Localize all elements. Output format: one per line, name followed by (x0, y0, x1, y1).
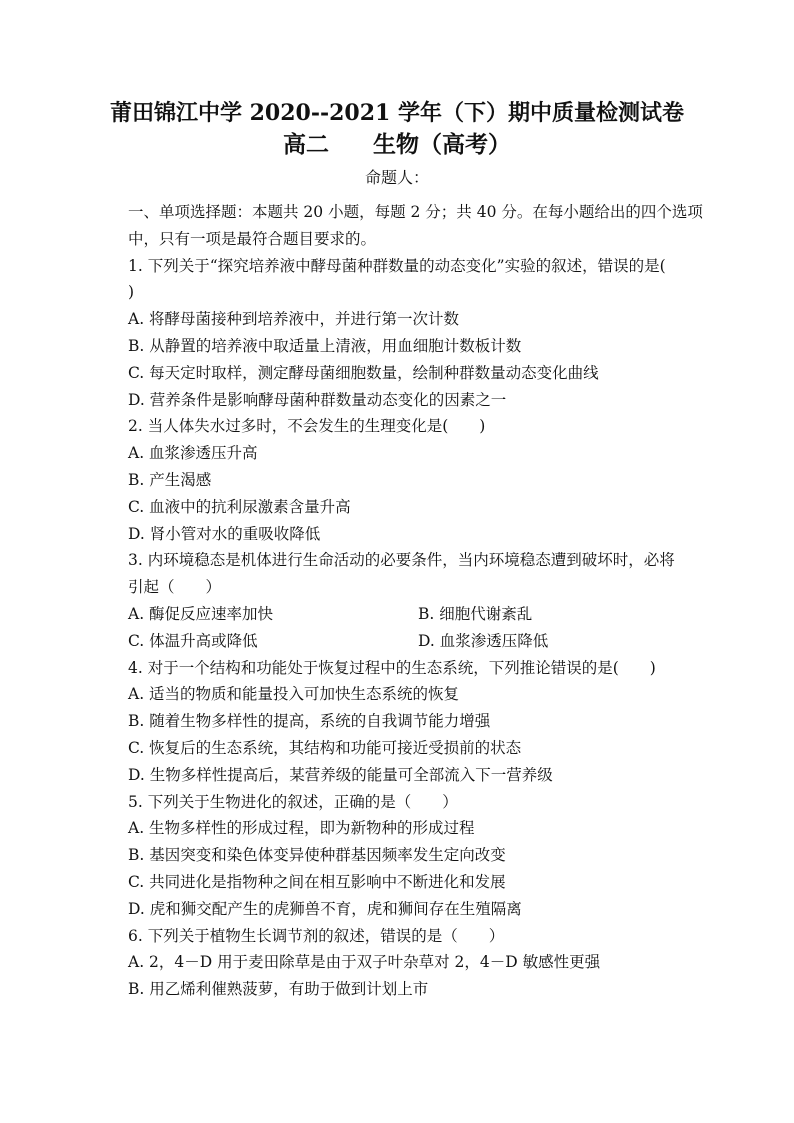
option-b: B. 随着生物多样性的提高，系统的自我调节能力增强 (128, 712, 491, 731)
question-stem: 6. 下列关于植物生长调节剂的叙述，错误的是（ ） (128, 926, 505, 945)
option-a: A. 适当的物质和能量投入可加快生态系统的恢复 (128, 685, 460, 704)
section-intro-cont: 中，只有一项是最符合题目要求的。 (128, 229, 377, 248)
option-c: C. 血液中的抗利尿激素含量升高 (128, 497, 351, 516)
option-d: D. 肾小管对水的重吸收降低 (128, 524, 321, 543)
option-row (128, 628, 708, 655)
grade-label: 高二 (283, 131, 329, 158)
option-c: C. 恢复后的生态系统，其结构和功能可接近受损前的状态 (128, 738, 522, 757)
question-stem: 1. 下列关于“探究培养液中酵母菌种群数量的动态变化”实验的叙述，错误的是( (128, 256, 666, 275)
exam-title: 莆田锦江中学 2020--2021 学年（下）期中质量检测试卷 (109, 100, 685, 126)
option-b: B. 从静置的培养液中取适量上清液，用血细胞计数板计数 (128, 336, 522, 355)
option-a: A. 2，4－D 用于麦田除草是由于双子叶杂草对 2，4－D 敏感性更强 (128, 953, 601, 972)
option-b: B. 细胞代谢紊乱 (418, 604, 533, 623)
option-c: C. 共同进化是指物种之间在相互影响中不断进化和发展 (128, 872, 506, 891)
question-stem: 5. 下列关于生物进化的叙述，正确的是（ ） (128, 792, 458, 811)
option-d: D. 生物多样性提高后，某营养级的能量可全部流入下一营养级 (128, 765, 553, 784)
option-row (128, 601, 708, 628)
option-a: A. 酶促反应速率加快 (128, 604, 274, 623)
option-b: B. 用乙烯利催熟菠萝，有助于做到计划上市 (128, 980, 429, 999)
option-d: D. 血浆渗透压降低 (418, 631, 549, 650)
question-stem: 4. 对于一个结构和功能处于恢复过程中的生态系统，下列推论错误的是( ) (128, 658, 656, 677)
option-a: A. 将酵母菌接种到培养液中，并进行第一次计数 (128, 310, 460, 329)
option-a: A. 生物多样性的形成过程，即为新物种的形成过程 (128, 819, 475, 838)
question-stem: 2. 当人体失水过多时，不会发生的生理变化是( ) (128, 417, 486, 436)
exam-subtitle (0, 126, 794, 159)
subject-label: 生物（高考） (373, 131, 511, 158)
option-b: B. 基因突变和染色体变异使种群基因频率发生定向改变 (128, 846, 506, 865)
option-d: D. 营养条件是影响酵母菌种群数量动态变化的因素之一 (128, 390, 507, 409)
question-section (128, 199, 708, 1003)
option-a: A. 血浆渗透压升高 (128, 444, 258, 463)
section-intro: 一、单项选择题：本题共 20 小题，每题 2 分；共 40 分。在每小题给出的四个选项 (128, 203, 703, 221)
option-b: B. 产生渴感 (128, 470, 212, 489)
option-c: C. 每天定时取样，测定酵母菌细胞数量，绘制种群数量动态变化曲线 (128, 363, 599, 382)
question-stem-cont: 引起（ ） (128, 578, 222, 597)
question-stem-cont: ) (128, 283, 135, 302)
option-c: C. 体温升高或降低 (128, 631, 258, 650)
option-d: D. 虎和狮交配产生的虎狮兽不育，虎和狮间存在生殖隔离 (128, 899, 522, 918)
author-label: 命题人： (364, 168, 429, 187)
question-stem: 3. 内环境稳态是机体进行生命活动的必要条件，当内环境稳态遭到破坏时，必将 (128, 551, 675, 570)
